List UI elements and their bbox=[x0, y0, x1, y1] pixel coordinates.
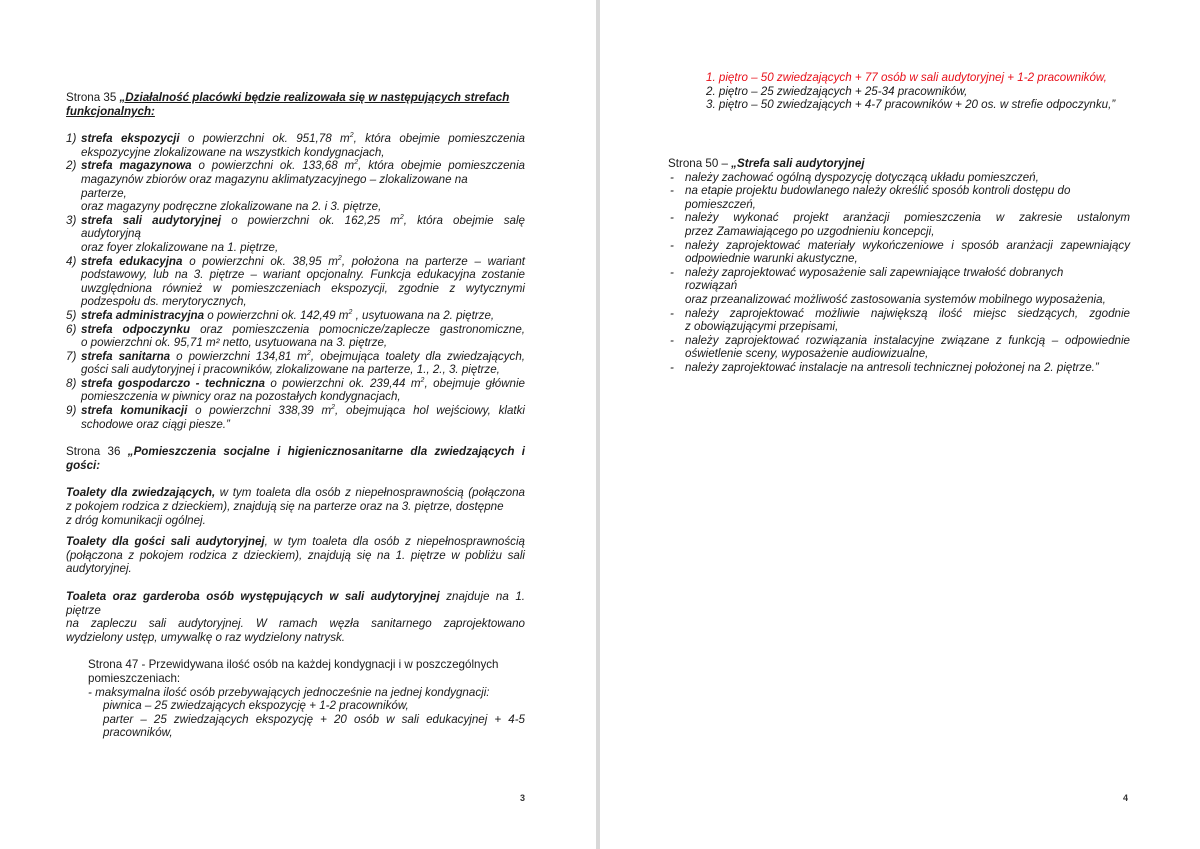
page-number-left: 3 bbox=[520, 793, 526, 803]
zone-description-line: oraz magazyny podręczne zlokalizowane na 2. i 3. piętrze, bbox=[81, 200, 382, 214]
dash-bullet: - bbox=[670, 360, 674, 374]
zone-number: 5) bbox=[66, 308, 77, 322]
zone-number: 7) bbox=[66, 349, 77, 363]
zone-name: strefa odpoczynku bbox=[81, 322, 191, 336]
zone-description-line: gości sali audytoryjnej i pracowników, zlokalizowane na parterze, 1., 2., 3. piętrze, bbox=[81, 363, 500, 377]
s36-p1-line: z dróg komunikacji ogólnej. bbox=[66, 513, 206, 527]
s36-p1-line: z pokojem rodzica z dzieckiem), znajdują się na parterze oraz na 3. piętrze, dostępne bbox=[66, 500, 504, 514]
s36-p3-line: wydzielony ustęp, umywalkę o raz wydzielony natrysk. bbox=[66, 630, 346, 644]
s35-title-line2: funkcjonalnych: bbox=[66, 104, 155, 118]
requirement-line: przez Zamawiającego po uzgodnieniu koncepcji, bbox=[685, 224, 935, 238]
zone-description: o powierzchni ok. 133,68 m bbox=[191, 159, 355, 173]
superscript: 2 bbox=[354, 159, 359, 167]
zone-description: oraz pomieszczenia pomocnicze/zaplecze gastronomiczne, bbox=[190, 322, 525, 336]
floor-line: 2. piętro – 25 zwiedzających + 25-34 pracowników, bbox=[706, 84, 968, 98]
requirement-line: należy zaprojektować możliwie największą ilość miejsc siedzących, zgodnie bbox=[685, 306, 1130, 320]
s36-p2-line: audytoryjnej. bbox=[66, 562, 132, 576]
zone-name: strefa sali audytoryjnej bbox=[81, 213, 222, 227]
requirement-line: należy wykonać projekt aranżacji pomieszczenia w zakresie ustalonym bbox=[685, 211, 1130, 225]
dash-bullet: - bbox=[670, 333, 674, 347]
zone-name: strefa administracyjna bbox=[81, 308, 205, 322]
zone-description-line: audytoryjną bbox=[81, 227, 141, 241]
s47-line3: - maksymalna ilość osób przebywających jednocześnie na jednej kondygnacji: bbox=[88, 685, 490, 699]
zone-name: strefa komunikacji bbox=[81, 404, 188, 418]
requirement-item bbox=[668, 307, 1130, 334]
superscript: 2 bbox=[306, 349, 311, 357]
s47-block bbox=[88, 658, 525, 740]
right-page-body bbox=[668, 157, 1130, 375]
s36-p1-rest: w tym toaleta dla osób z niepełnosprawnością (połączona bbox=[215, 486, 525, 500]
zone-description-cont: , obejmuje głównie bbox=[424, 376, 525, 390]
dash-bullet: - bbox=[670, 238, 674, 252]
zone-list-item bbox=[66, 159, 525, 213]
requirement-line: należy zaprojektować instalacje na antresoli technicznej położonej na 2. piętrze.” bbox=[685, 360, 1099, 374]
zone-number: 8) bbox=[66, 376, 77, 390]
requirement-line: z obowiązującymi przepisami, bbox=[685, 320, 839, 334]
dash-bullet: - bbox=[670, 184, 674, 198]
s36-p3-bold: Toaleta oraz garderoba osób występujących w sali audytoryjnej bbox=[66, 590, 440, 603]
superscript: 2 bbox=[349, 132, 354, 140]
zone-description: o powierzchni 338,39 m bbox=[187, 404, 332, 418]
zone-description: o powierzchni ok. 162,25 m bbox=[221, 213, 400, 227]
left-page-body bbox=[66, 91, 525, 740]
requirement-item bbox=[668, 184, 1130, 211]
zone-description-line: pomieszczenia w piwnicy oraz na pozostałych kondygnacjach, bbox=[81, 390, 401, 404]
s36-heading bbox=[66, 445, 525, 472]
zone-number: 3) bbox=[66, 213, 77, 227]
zone-description-line: podzespołu ds. merytorycznych, bbox=[81, 295, 247, 309]
zone-description-cont: , obejmująca toalety dla zwiedzających, bbox=[310, 349, 525, 363]
requirement-item bbox=[668, 266, 1130, 307]
s36-title-line1: „Pomieszczenia socjalne i higienicznosanitarne dla zwiedzających i bbox=[127, 445, 526, 459]
zone-description-line: o powierzchni ok. 95,71 m² netto, usytuowana na 3. piętrze, bbox=[81, 336, 388, 350]
s36-p3-line: na zapleczu sali audytoryjnej. W ramach węzła sanitarnego zaprojektowano bbox=[66, 617, 525, 631]
s36-title-line2: gości: bbox=[66, 458, 101, 472]
s36-paragraph-2 bbox=[66, 535, 525, 576]
s47-sub-line: pracowników, bbox=[103, 726, 173, 740]
superscript: 2 bbox=[331, 404, 336, 412]
page-number-right: 4 bbox=[1123, 793, 1129, 803]
zone-description: o powierzchni ok. 142,49 m bbox=[204, 308, 349, 322]
s50-heading bbox=[668, 157, 1130, 171]
s50-prefix: Strona 50 – bbox=[668, 157, 732, 170]
floor-occupancy-list bbox=[706, 71, 1136, 112]
zone-description-cont: , która obejmie pomieszczenia bbox=[353, 132, 525, 146]
zone-list-item bbox=[66, 350, 525, 377]
requirement-line: oświetlenie sceny, wyposażenie audiowizualne, bbox=[685, 347, 929, 361]
zone-description: o powierzchni 134,81 m bbox=[170, 349, 307, 363]
s36-p2-line: (połączona z pokojem rodzica z dzieckiem), znajdują się na 1. piętrze w pobliżu sali bbox=[66, 548, 525, 562]
zone-description: o powierzchni ok. 239,44 m bbox=[264, 376, 421, 390]
s47-sub-line: piwnica – 25 zwiedzających ekspozycję + 1-2 pracowników, bbox=[103, 699, 409, 713]
s47-line1: Strona 47 - Przewidywana ilość osób na każdej kondygnacji i w poszczególnych bbox=[88, 658, 499, 672]
superscript: 2 bbox=[337, 254, 342, 262]
requirement-line: na etapie projektu budowlanego należy określić sposób kontroli dostępu do bbox=[685, 184, 1071, 198]
zone-description-line: magazynów zbiorów oraz magazynu aklimatyzacyjnego – zlokalizowane na bbox=[81, 172, 468, 186]
requirement-line: odpowiednie warunki akustyczne, bbox=[685, 252, 858, 266]
zone-description: o powierzchni ok. 951,78 m bbox=[179, 132, 350, 146]
zone-number: 2) bbox=[66, 159, 77, 173]
zone-list-item bbox=[66, 377, 525, 404]
zone-description-line: ekspozycyjne zlokalizowane na wszystkich kondygnacjach, bbox=[81, 145, 385, 159]
zone-description-line: schodowe oraz ciągi piesze.” bbox=[81, 417, 230, 431]
zone-name: strefa gospodarczo - techniczna bbox=[81, 376, 265, 390]
zone-description-line: parterze, bbox=[81, 186, 127, 200]
zone-number: 1) bbox=[66, 132, 77, 146]
requirement-line: należy zaprojektować materiały wykończeniowe i sposób aranżacji zapewniający bbox=[685, 238, 1130, 252]
zone-list-item bbox=[66, 309, 525, 323]
zone-description-cont: , położona na parterze – wariant bbox=[341, 254, 525, 268]
dash-bullet: - bbox=[670, 306, 674, 320]
zone-list-item bbox=[66, 132, 525, 159]
zone-description-line: podstawowy, lub na 3. piętrze – wariant opcjonalny. Funkcja edukacyjna zostanie bbox=[81, 268, 525, 282]
requirement-line: należy zaprojektować rozwiązania instalacyjne związane z funkcją – odpowiednie bbox=[685, 333, 1130, 347]
zone-name: strefa sanitarna bbox=[81, 349, 171, 363]
zone-description: o powierzchni ok. 38,95 m bbox=[182, 254, 338, 268]
zone-list-item bbox=[66, 255, 525, 309]
s36-p2-rest: , w tym toaleta dla osób z niepełnosprawnością bbox=[264, 535, 525, 549]
s35-title-line1: „Działalność placówki będzie realizowała się w następujących strefach bbox=[119, 91, 510, 104]
zone-description-cont: , która obejmie salę bbox=[403, 213, 525, 227]
zone-number: 9) bbox=[66, 404, 77, 418]
requirement-line: rozwiązań bbox=[685, 279, 738, 293]
floor-line: 3. piętro – 50 zwiedzających + 4-7 pracowników + 20 os. w strefie odpoczynku,” bbox=[706, 98, 1116, 112]
requirement-item bbox=[668, 334, 1130, 361]
zone-description-cont: , usytuowana na 2. piętrze, bbox=[352, 308, 495, 322]
zone-name: strefa ekspozycji bbox=[81, 132, 180, 146]
zone-list-item bbox=[66, 214, 525, 255]
s47-line2: pomieszczeniach: bbox=[88, 671, 181, 685]
dash-bullet: - bbox=[670, 265, 674, 279]
requirement-line: należy zachować ogólną dyspozycję dotyczącą układu pomieszczeń, bbox=[685, 170, 1039, 184]
s35-heading bbox=[66, 91, 525, 118]
dash-bullet: - bbox=[670, 211, 674, 225]
s36-paragraph-3 bbox=[66, 590, 525, 644]
s36-p3-line: piętrze bbox=[66, 603, 101, 617]
requirement-item bbox=[668, 171, 1130, 185]
requirement-item bbox=[668, 361, 1130, 375]
zone-name: strefa edukacyjna bbox=[81, 254, 183, 268]
s36-paragraph-1 bbox=[66, 486, 525, 527]
zone-description-line: oraz foyer zlokalizowane na 1. piętrze, bbox=[81, 240, 279, 254]
zone-name: strefa magazynowa bbox=[81, 159, 192, 173]
zone-number: 6) bbox=[66, 322, 77, 336]
s36-p2-bold: Toalety dla gości sali audytoryjnej bbox=[66, 535, 265, 549]
zone-list-item bbox=[66, 404, 525, 431]
dash-bullet: - bbox=[670, 170, 674, 184]
s36-p1-bold: Toalety dla zwiedzających, bbox=[66, 486, 216, 500]
zone-number: 4) bbox=[66, 254, 77, 268]
document-page-right bbox=[600, 0, 1200, 849]
zone-description-cont: , obejmująca hol wejściowy, klatki bbox=[335, 404, 525, 418]
s50-requirements-list bbox=[668, 171, 1130, 375]
zone-description-cont: , która obejmie pomieszczenia bbox=[358, 159, 525, 173]
superscript: 2 bbox=[420, 376, 425, 384]
zone-description-line: uwzględniona również w pomieszczeniach ekspozycji, zgodnie z wytycznymi bbox=[81, 281, 525, 295]
requirement-line: należy zaprojektować wyposażenie sali zapewniające trwałość dobranych bbox=[685, 265, 1064, 279]
s36-prefix: Strona 36 bbox=[66, 445, 128, 459]
requirement-line: oraz przeanalizować możliwość zastosowania systemów mobilnego wyposażenia, bbox=[685, 292, 1106, 306]
s36-p3-rest: znajduje na 1. bbox=[439, 590, 525, 603]
s50-title: „Strefa sali audytoryjnej bbox=[731, 157, 865, 170]
superscript: 2 bbox=[399, 213, 404, 221]
zone-list-item bbox=[66, 323, 525, 350]
s35-prefix: Strona 35 bbox=[66, 91, 120, 104]
floor-line: 1. piętro – 50 zwiedzających + 77 osób w sali audytoryjnej + 1-2 pracowników, bbox=[706, 71, 1107, 84]
requirement-item bbox=[668, 211, 1130, 238]
requirement-line: pomieszczeń, bbox=[685, 197, 756, 211]
superscript: 2 bbox=[348, 308, 353, 316]
requirement-item bbox=[668, 239, 1130, 266]
s35-zone-list bbox=[66, 132, 525, 431]
s47-sub-line: parter – 25 zwiedzających ekspozycję + 20 osób w sali edukacyjnej + 4-5 bbox=[103, 712, 525, 726]
